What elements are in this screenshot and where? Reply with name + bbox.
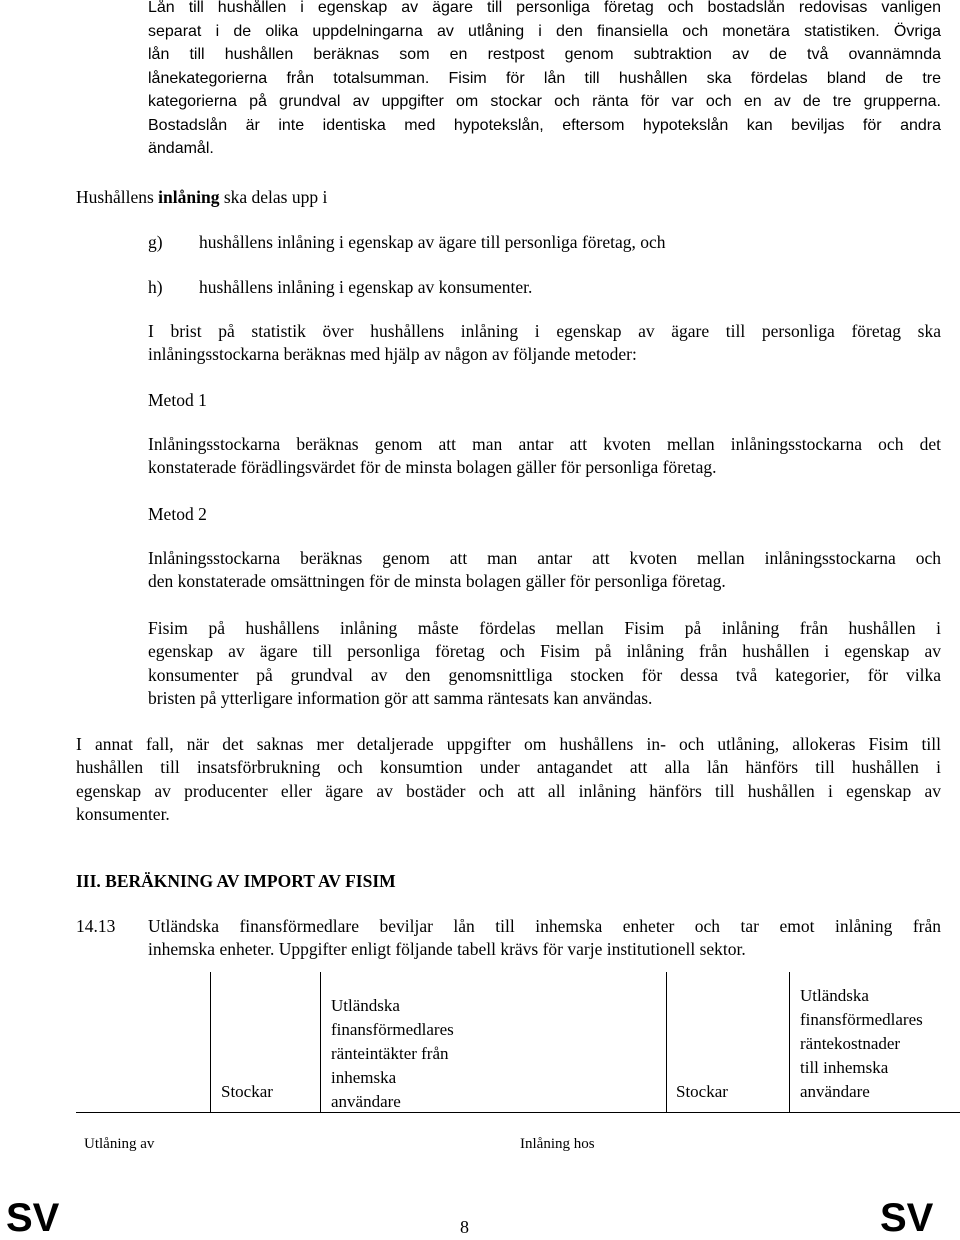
- table-vline-4: [789, 972, 790, 1112]
- col2-header-line-1: Utländska: [331, 996, 400, 1015]
- deposits-intro: [76, 186, 327, 209]
- row-label-deposits: Inlåning hos: [520, 1136, 595, 1152]
- col4-header-line-5: användare: [800, 1082, 870, 1101]
- col4-header-line-3: räntekostnader: [800, 1034, 901, 1053]
- table-vline-1: [210, 972, 211, 1112]
- otherwise-line-3: egenskap av producenter eller ägare av bostäder och att all inlåning hänförs till hushållen i egenskap av: [76, 780, 941, 801]
- fisim-line-3: konsumenter på grundval av den genomsnittliga stocken för dessa två kategorier, för vilka: [148, 664, 941, 685]
- intro-line-1: Lån till hushållen i egenskap av ägare till personliga företag och bostadslån redovisas vanligen: [148, 0, 941, 16]
- fisim-paragraph: [148, 617, 941, 710]
- list-item-g-label: g): [148, 232, 163, 252]
- otherwise-line-1: I annat fall, när det saknas mer detaljerade uppgifter om hushållens in- och utlåning, allokeras Fisim till: [76, 734, 941, 754]
- section-14-13-paragraph: [148, 915, 941, 962]
- fisim-line-4: bristen på ytterligare information gör att samma räntesats kan användas.: [148, 687, 653, 708]
- col2-header: [331, 994, 454, 1114]
- list-item-g-text: hushållens inlåning i egenskap av ägare till personliga företag, och: [199, 232, 666, 252]
- lack-paragraph: [148, 320, 941, 367]
- fisim-line-2: egenskap av ägare till personliga företag och Fisim på inlåning från hushållen i egenskap av: [148, 641, 941, 662]
- table-header-rule: [76, 1112, 960, 1113]
- deposits-intro-after: ska delas upp i: [219, 187, 328, 207]
- col3-header: Stockar: [676, 1082, 728, 1101]
- table-vline-3: [666, 972, 667, 1112]
- col4-header-line-1: Utländska: [800, 986, 869, 1005]
- col2-header-line-5: användare: [331, 1092, 401, 1111]
- footer-sv-right: SV: [880, 1196, 934, 1240]
- method2-line-1: Inlåningsstockarna beräknas genom att man antar att kvoten mellan inlåningsstockarna och: [148, 548, 941, 568]
- otherwise-paragraph: [76, 733, 941, 826]
- col4-header-line-2: finansförmedlares: [800, 1010, 923, 1029]
- footer-sv-left: SV: [6, 1196, 60, 1240]
- section-line-2: inhemska enheter. Uppgifter enligt följande tabell krävs för varje institutionell sektor.: [148, 939, 746, 960]
- otherwise-line-2: hushållen till insatsförbrukning och konsumtion under antagandet att alla lån hänförs till hushållen i: [76, 757, 941, 778]
- col2-header-line-4: inhemska: [331, 1068, 397, 1087]
- method1-line-2: konstaterade förädlingsvärdet för de minsta bolagen gäller för personliga företag.: [148, 457, 717, 478]
- section-number: 14.13: [76, 916, 116, 936]
- col1-header: Stockar: [221, 1082, 273, 1101]
- intro-line-3: lån till hushållen beräknas som en restpost genom subtraktion av de två ovannämnda: [148, 46, 941, 63]
- method1-line-1: Inlåningsstockarna beräknas genom att man antar att kvoten mellan inlåningsstockarna och det: [148, 434, 941, 454]
- intro-line-7: ändamål.: [148, 140, 214, 157]
- intro-line-4: lånekategorierna från totalsumman. Fisim för lån till hushållen ska fördelas bland de tre: [148, 69, 941, 87]
- row-label-loans: Utlåning av: [84, 1136, 155, 1152]
- deposits-intro-before: Hushållens: [76, 187, 159, 207]
- intro-line-5: kategorierna på grundval av uppgifter om stockar och ränta för var och en av de tre grupperna.: [148, 93, 941, 110]
- intro-line-2: separat i de olika uppdelningarna av utlåning i den finansiella och monetära statistiken. Övriga: [148, 22, 941, 40]
- fisim-line-1: Fisim på hushållens inlåning måste fördelas mellan Fisim på inlåning från hushållen i: [148, 618, 941, 638]
- col4-header: [800, 984, 923, 1104]
- method1-title: Metod 1: [148, 390, 207, 410]
- col2-header-line-3: ränteintäkter från: [331, 1044, 449, 1063]
- method2-paragraph: [148, 547, 941, 594]
- method2-line-2: den konstaterade omsättningen för de minsta bolagen gäller för personliga företag.: [148, 571, 726, 592]
- lack-line-1: I brist på statistik över hushållens inlåning i egenskap av ägare till personliga företag ska: [148, 321, 941, 341]
- lack-line-2: inlåningsstockarna beräknas med hjälp av någon av följande metoder:: [148, 344, 637, 365]
- method1-paragraph: [148, 433, 941, 480]
- table-vline-2: [320, 972, 321, 1112]
- section-heading: III. BERÄKNING AV IMPORT AV FISIM: [76, 871, 396, 891]
- method2-title: Metod 2: [148, 504, 207, 524]
- intro-line-6: Bostadslån är inte identiska med hypotekslån, eftersom hypotekslån kan beviljas för andra: [148, 116, 941, 134]
- otherwise-line-4: konsumenter.: [76, 803, 170, 824]
- list-item-h-label: h): [148, 277, 163, 297]
- intro-paragraph: [148, 0, 941, 161]
- col4-header-line-4: till inhemska: [800, 1058, 889, 1077]
- col2-header-line-2: finansförmedlares: [331, 1020, 454, 1039]
- page-number: 8: [460, 1217, 469, 1237]
- deposits-intro-bold: inlåning: [158, 187, 220, 207]
- section-line-1: Utländska finansförmedlare beviljar lån till inhemska enheter och tar emot inlåning från: [148, 916, 941, 936]
- list-item-h-text: hushållens inlåning i egenskap av konsumenter.: [199, 277, 533, 297]
